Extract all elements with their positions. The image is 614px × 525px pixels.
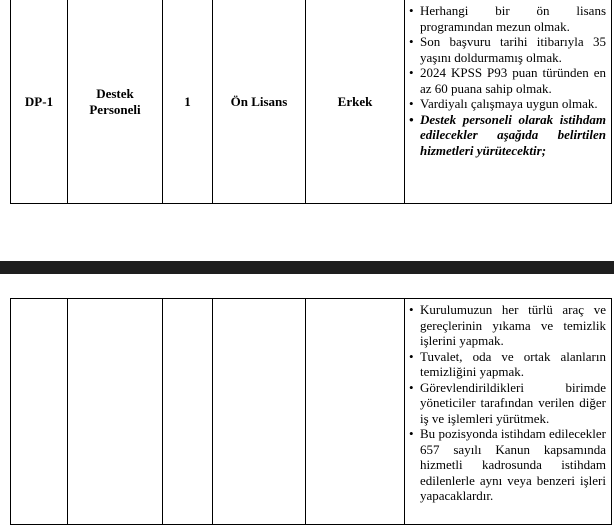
duties-cell [405, 299, 612, 525]
table-row [11, 299, 612, 525]
list-item: • Son başvuru tarihi itibarıyla 35 yaşını doldurmamış olmak. [409, 34, 606, 65]
position-count-cell [163, 0, 213, 204]
position-code: DP-1 [24, 93, 54, 109]
list-item: • Herhangi bir ön lisans programından mezun olmak. [409, 3, 606, 34]
list-item: • Destek personeli olarak istihdam edilecekler aşağıda belirtilen hizmetleri yürütecektir; [409, 112, 606, 159]
gender: Erkek [337, 93, 373, 109]
empty-cell [163, 299, 213, 525]
requirements-cell [405, 0, 612, 204]
list-item: • Kurulumuzun her türlü araç ve gereçlerinin yıkama ve temizlik işlerini yapmak. [409, 302, 606, 349]
education-cell [213, 0, 306, 204]
position-count: 1 [184, 93, 191, 109]
list-item: • Bu pozisyonda istihdam edilecekler 657 sayılı Kanun kapsamında hizmetli kadrosunda istihdam edilenlerle aynı veya benzeri işleri yapacaklardır. [409, 426, 606, 504]
requirements-list [409, 3, 606, 158]
education-level: Ön Lisans [230, 93, 288, 109]
list-item: • Vardiyalı çalışmaya uygun olmak. [409, 96, 606, 112]
list-item: • 2024 KPSS P93 puan türünden en az 60 puana sahip olmak. [409, 65, 606, 96]
position-table-top [10, 0, 612, 204]
page-separator [0, 261, 614, 274]
empty-cell [213, 299, 306, 525]
duties-list [409, 302, 606, 504]
empty-cell [68, 299, 163, 525]
position-name-cell [68, 0, 163, 204]
gender-cell [306, 0, 405, 204]
list-item: • Tuvalet, oda ve ortak alanların temizliğini yapmak. [409, 349, 606, 380]
list-item: • Görevlendirildikleri birimde yöneticiler tarafından verilen diğer iş ve işlemleri yürütmek. [409, 380, 606, 427]
position-code-cell [11, 0, 68, 204]
position-name: Destek Personeli [89, 85, 141, 117]
empty-cell [306, 299, 405, 525]
table-row [11, 0, 612, 204]
empty-cell [11, 299, 68, 525]
position-table-bottom [10, 298, 612, 525]
